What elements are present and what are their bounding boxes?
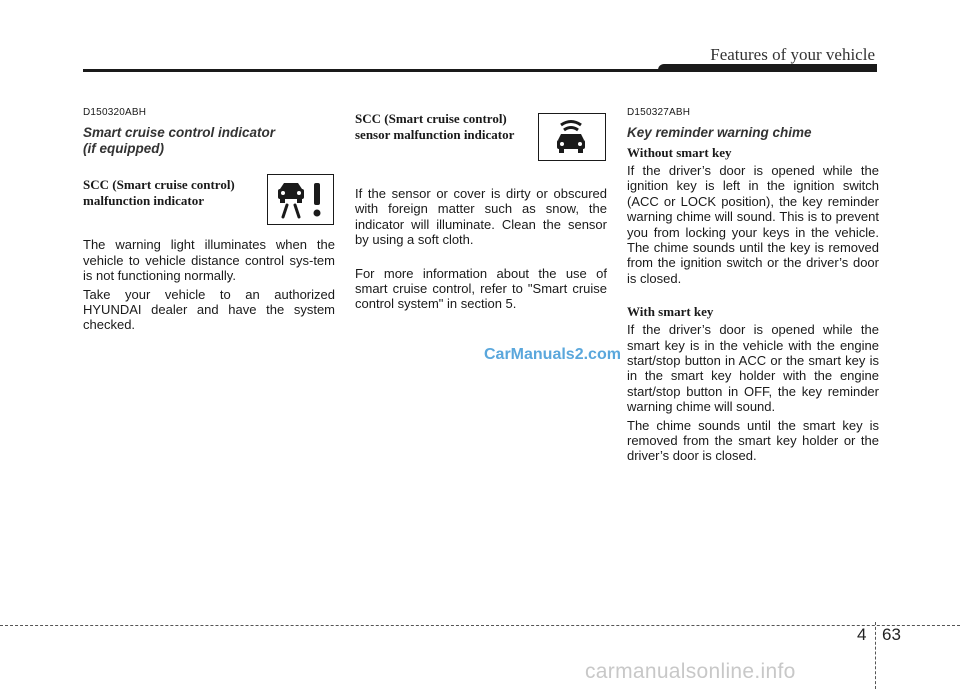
paragraph: The chime sounds until the smart key is removed from the smart key holder or the driver’s door is closed.: [627, 417, 879, 464]
subheading-without-smart-key: Without smart key: [627, 144, 732, 160]
car-exclamation-icon: [268, 175, 332, 223]
subheading-line1: SCC (Smart cruise control): [83, 177, 235, 193]
section-heading-line2: (if equipped): [83, 140, 164, 156]
chapter-number: 4: [857, 625, 867, 644]
section-title: Features of your vehicle: [710, 45, 875, 64]
paragraph: Take your vehicle to an authorized HYUNDAI dealer and have the system checked.: [83, 286, 335, 333]
paragraph: If the sensor or cover is dirty or obscured with foreign matter such as snow, the indicator will illuminate. Clean the sensor by using a soft cloth.: [355, 186, 607, 248]
car-radar-icon: [539, 114, 604, 159]
paragraph: If the driver’s door is opened while the smart key is in the vehicle with the engine start/stop button in ACC or the smart key is in the smart key holder with the engine start/stop button in OFF, the key reminder warning chime will sound.: [627, 322, 879, 415]
section-heading-line1: Smart cruise control indicator: [83, 125, 276, 141]
footer-dashed-line: [0, 625, 960, 626]
scc-sensor-indicator-box: [538, 113, 606, 161]
scc-malfunction-indicator-box: [267, 174, 334, 225]
paragraph: If the driver’s door is opened while the ignition key is left in the ignition switch (ACC or LOCK position), the key reminder warning chime will sound. This is to prevent you from locking your keys in the vehicle. The chime sounds until the key is removed from the ignition switch or the driver’s door is closed.: [627, 162, 879, 286]
subheading-line2: sensor malfunction indicator: [355, 127, 515, 142]
section-code: D150327ABH: [627, 107, 691, 118]
header-rule: [83, 69, 877, 72]
subheading-line1: SCC (Smart cruise control): [355, 111, 507, 126]
section-heading: Key reminder warning chime: [627, 125, 812, 141]
watermark-carmanualsonline: carmanualsonline.info: [585, 660, 796, 683]
paragraph: For more information about the use of smart cruise control, refer to "Smart cruise control system" in section 5.: [355, 265, 607, 312]
subheading-line2: malfunction indicator: [83, 193, 204, 209]
section-code: D150320ABH: [83, 107, 147, 118]
watermark-carmanuals2: CarManuals2.com: [484, 346, 621, 363]
footer-page-divider: [875, 622, 876, 689]
column-key-reminder: [627, 105, 879, 464]
paragraph: The warning light illuminates when the vehicle to vehicle distance control sys-tem is not functioning normally.: [83, 237, 335, 284]
subheading-with-smart-key: With smart key: [627, 304, 714, 320]
page-number: 63: [882, 625, 901, 644]
